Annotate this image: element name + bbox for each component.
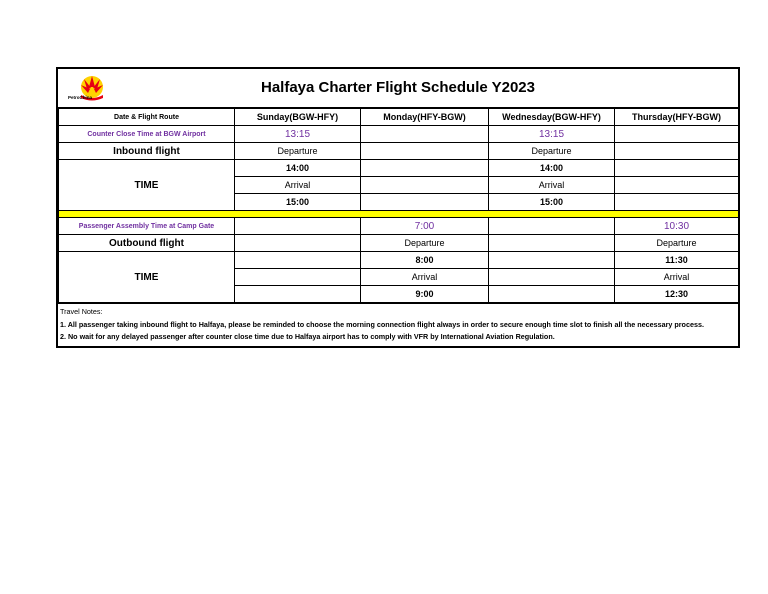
departure-label bbox=[235, 235, 361, 252]
outbound-time-label: TIME bbox=[59, 252, 235, 303]
title-bar bbox=[58, 69, 738, 108]
travel-notes bbox=[58, 303, 738, 346]
departure-time: 8:00 bbox=[361, 252, 489, 269]
assembly-time bbox=[489, 218, 615, 235]
assembly-time: 10:30 bbox=[615, 218, 739, 235]
counter-close-time bbox=[361, 126, 489, 143]
departure-time bbox=[361, 160, 489, 177]
departure-time bbox=[615, 160, 739, 177]
schedule-table bbox=[58, 108, 739, 303]
counter-close-time bbox=[615, 126, 739, 143]
arrival-label bbox=[361, 177, 489, 194]
counter-close-time: 13:15 bbox=[235, 126, 361, 143]
outbound-flight-row bbox=[59, 235, 739, 252]
departure-label: Departure bbox=[361, 235, 489, 252]
yellow-separator bbox=[59, 211, 739, 218]
date-route-header: Date & Flight Route bbox=[59, 109, 235, 126]
assembly-time-row bbox=[59, 218, 739, 235]
outbound-flight-label: Outbound flight bbox=[59, 235, 235, 252]
inbound-time-label: TIME bbox=[59, 160, 235, 211]
arrival-label: Arrival bbox=[235, 177, 361, 194]
counter-close-time: 13:15 bbox=[489, 126, 615, 143]
arrival-label bbox=[615, 177, 739, 194]
arrival-label bbox=[489, 269, 615, 286]
departure-label bbox=[615, 143, 739, 160]
separator-band bbox=[59, 211, 739, 218]
travel-note-item: 1. All passenger taking inbound flight to Halfaya, please be reminded to choose the morning connection flight always in order to secure enough time slot to finish all the necessary process. bbox=[60, 319, 704, 329]
travel-note-item: 2. No wait for any delayed passenger after counter close time due to Halfaya airport has to comply with VFR by International Aviation Regulation. bbox=[60, 332, 555, 341]
travel-notes-heading: Travel Notes: bbox=[60, 307, 103, 316]
assembly-time-label: Passenger Assembly Time at Camp Gate bbox=[59, 218, 235, 235]
col-header-monday: Monday(HFY-BGW) bbox=[361, 109, 489, 126]
arrival-time: 9:00 bbox=[361, 286, 489, 303]
departure-time bbox=[489, 252, 615, 269]
departure-time: 11:30 bbox=[615, 252, 739, 269]
page-title: Halfaya Charter Flight Schedule Y2023 bbox=[261, 79, 535, 96]
departure-time bbox=[235, 252, 361, 269]
inbound-departure-time-row bbox=[59, 160, 739, 177]
departure-label: Departure bbox=[235, 143, 361, 160]
departure-label: Departure bbox=[615, 235, 739, 252]
arrival-time bbox=[235, 286, 361, 303]
outbound-departure-time-row bbox=[59, 252, 739, 269]
col-header-sunday: Sunday(BGW-HFY) bbox=[235, 109, 361, 126]
departure-label bbox=[489, 235, 615, 252]
arrival-label bbox=[235, 269, 361, 286]
arrival-time bbox=[361, 194, 489, 211]
departure-label bbox=[361, 143, 489, 160]
arrival-label: Arrival bbox=[361, 269, 489, 286]
arrival-label: Arrival bbox=[489, 177, 615, 194]
logo-text: PetroChina bbox=[67, 95, 92, 100]
col-header-thursday: Thursday(HFY-BGW) bbox=[615, 109, 739, 126]
departure-time: 14:00 bbox=[235, 160, 361, 177]
inbound-flight-row bbox=[59, 143, 739, 160]
assembly-time: 7:00 bbox=[361, 218, 489, 235]
arrival-label: Arrival bbox=[615, 269, 739, 286]
arrival-time: 15:00 bbox=[489, 194, 615, 211]
inbound-flight-label: Inbound flight bbox=[59, 143, 235, 160]
arrival-time: 15:00 bbox=[235, 194, 361, 211]
col-header-wednesday: Wednesday(BGW-HFY) bbox=[489, 109, 615, 126]
arrival-time bbox=[489, 286, 615, 303]
counter-close-label: Counter Close Time at BGW Airport bbox=[59, 126, 235, 143]
assembly-time bbox=[235, 218, 361, 235]
counter-close-row bbox=[59, 126, 739, 143]
schedule-sheet bbox=[56, 67, 740, 348]
departure-time: 14:00 bbox=[489, 160, 615, 177]
header-row bbox=[59, 109, 739, 126]
arrival-time: 12:30 bbox=[615, 286, 739, 303]
arrival-time bbox=[615, 194, 739, 211]
departure-label: Departure bbox=[489, 143, 615, 160]
